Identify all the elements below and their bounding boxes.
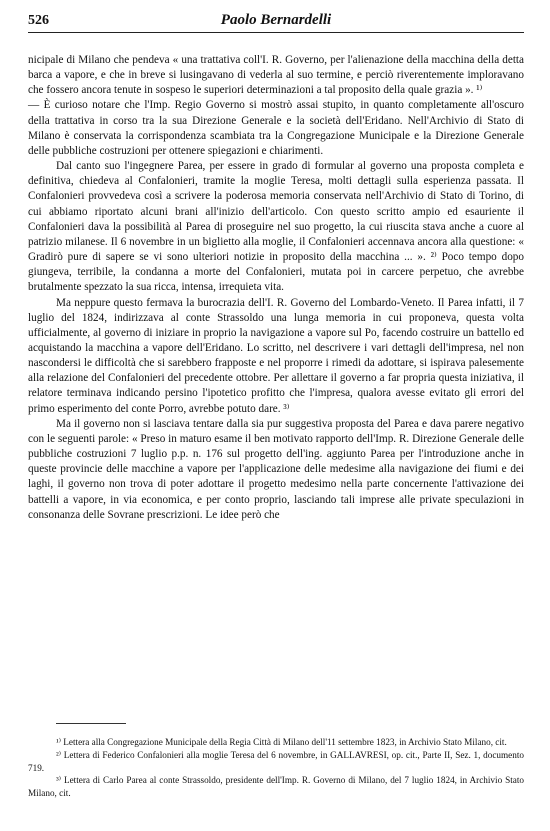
footnote: ³⁾ Lettera di Carlo Parea al conte Strassoldo, presidente dell'Imp. R. Governo di Milano, del 7 luglio 1824, in Archivio Stato Milano, cit. [28,775,524,799]
main-text [28,53,524,523]
footnote: ¹⁾ Lettera alla Congregazione Municipale della Regia Città di Milano dell'11 settembre 1823, in Archivio Stato Milano, cit. [56,737,507,747]
paragraph: Ma il governo non si lasciava tentare dalla sia pur suggestiva proposta del Parea e dava parere negativo con le seguenti parole: « Preso in maturo esame il ben motivato rapporto dell'Imp. R. Direzione Generale delle pubbliche costruzioni 7 luglio p.p. n. 176 sul progetto dell'ing. aggiunto Parea per l'introduzione anche in queste provincie delle macchine a vapore per l'applicazione delle medesime alla navigazione dei fiumi e dei laghi, il governo non trova di poter adottare il progetto medesimo nella parte concernente l'attivazione dei battelli a vapore, in via economica, e per conto proprio, lasciando tali imprese alle private speculazioni in consonanza delle Sovrane prescrizioni. Le idee però che [28,417,524,521]
footnotes [28,736,524,800]
paragraph: Ma neppure questo fermava la burocrazia dell'I. R. Governo del Lombardo-Veneto. Il Parea infatti, il 7 luglio del 1824, indirizzava al conte Strassoldo una lunga memoria in cui proponeva, questa volta ufficialmente, al governo di iniziare in proprio la navigazione a vapore sul Po, facendo costruire un battello ed acquistando la macchina a vapore dell'Eridano. Lo scritto, nel descrivere i vari dettagli dell'impresa, nel non nascondersi le difficoltà che si sarebbero frapposte e nel proporre i rimedi da adottare, si ispirava palesemente alla relazione del Confalonieri del precedente ottobre. Per allettare il governo a far propria questa iniziativa, il relatore terminava indicando persino l'ipotetico profitto che l'impresa, qualora avesse evitato gli errori del primo esperimento del conte Porro, avrebbe potuto dare. ³⁾ [28,296,524,415]
page-number: 526 [28,13,49,28]
page-header [28,8,524,33]
paragraph: — È curioso notare che l'Imp. Regio Governo si mostrò assai stupito, in quanto completamente all'oscuro della trattativa in corso tra la sua Direzione Generale e la società dell'Eridano. Nell'Archivio di Stato di Milano è conservata la corrispondenza scambiata tra la Congregazione Municipale e la Direzione Generale delle pubbliche costruzioni per ottenere spiegazioni e chiarimenti. [28,99,524,157]
paragraph: Dal canto suo l'ingegnere Parea, per essere in grado di formular al governo una proposta completa e definitiva, chiedeva al Confalonieri, tramite la moglie Teresa, molti dettagli sulla esperienza passata. Il Confalonieri provvedeva così a scrivere la poderosa memoria conservata nell'Archivio di Stato di Torino, di cui abbiamo riportato alcuni brani all'inizio dell'articolo. Con questo scritto ampio ed esauriente il Confalonieri dava la possibilità al Parea di proseguire nel suo progetto, la cui riuscita stava anche a cuore al patrizio milanese. Il 6 novembre in un biglietto alla moglie, il Confalonieri accennava ancora alla questione: « Gradirò pure di sapere se vi sono ulteriori notizie in proposito della macchina ... ». ²⁾ Poco tempo dopo giungeva, terribile, la condanna a morte del Confalonieri, mutata poi in carcere perpetuo, che avrebbe brutalmente spezzato la sua ricca, intensa, irrequieta vita. [28,160,524,294]
paragraph: nicipale di Milano che pendeva « una trattativa coll'I. R. Governo, per l'alienazione della macchina della detta barca a vapore, e che in breve si lusingavano di vederla al suo termine, e perciò riverentemente imploravano che fossero ancora tenute in sospeso le superiori determinazioni a tal proposito della quale grazia ». ¹⁾ [28,54,524,97]
running-head: Paolo Bernardelli [220,12,332,28]
footnote: ²⁾ Lettera di Federico Confalonieri alla moglie Teresa del 6 novembre, in GALLAVRESI, op. cit., Parte II, Sez. 1, documento 719. [28,749,524,773]
footnote-separator [56,723,126,724]
